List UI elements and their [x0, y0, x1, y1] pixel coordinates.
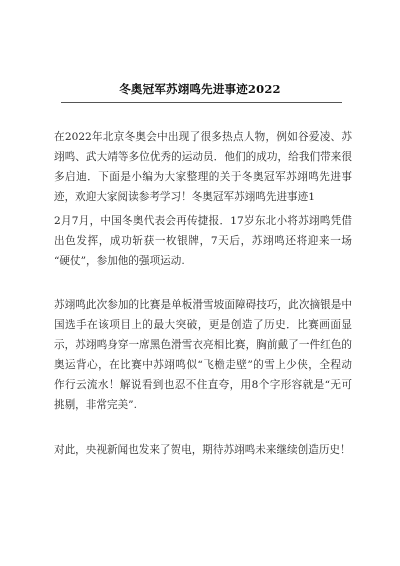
paragraph-line: 国选手在该项目上的最大突破，更是创造了历史．比赛画面显: [54, 319, 352, 331]
paragraph-competition: [54, 295, 352, 415]
paragraph-intro: [54, 127, 352, 207]
document-title: 冬奥冠军苏翊鸣先进事迹2022: [119, 82, 281, 96]
paragraph-line: 2月7月，中国冬奥代表会再传捷报．17岁东北小将苏翊鸣凭借: [54, 215, 352, 227]
paragraph-line: 在2022年北京冬奥会中出现了很多热点人物，例如谷爱凌、苏: [54, 131, 352, 143]
paragraph-line: “硬仗”，参加他的强项运动.: [54, 255, 185, 267]
paragraph-news: [54, 211, 352, 271]
paragraph-line: 奥运背心，在比赛中苏翊鸣似“飞檐走壁”的雪上少侠，全程动: [54, 359, 352, 371]
paragraph-line: 示，苏翊鸣身穿一席黑色滑雪衣亮相比赛，胸前戴了一件红色的: [54, 339, 352, 351]
paragraph-line: 迹，欢迎大家阅读参考学习！冬奥冠军苏翊鸣先进事迹1: [54, 191, 315, 203]
title-divider: [61, 102, 342, 103]
paragraph-line: 挑剔，非常完美”.: [54, 399, 137, 411]
paragraph-line: 翊鸣、武大靖等多位优秀的运动员．他们的成功，给我们带来很: [54, 151, 352, 163]
paragraph-closing: [54, 440, 352, 460]
paragraph-line: 苏翊鸣此次参加的比赛是单板滑雪坡面障碍技巧，此次摘银是中: [54, 299, 352, 311]
paragraph-line: 作行云流水！解说看到也忍不住直夸，用8个字形容就是“无可: [54, 379, 352, 391]
paragraph-line: 出色发挥，成功斩获一枚银牌，7天后，苏翊鸣还将迎来一场: [54, 235, 352, 247]
paragraph-line: 对此，央视新闻也发来了贺电，期待苏翊鸣未来继续创造历史！: [54, 444, 351, 456]
paragraph-line: 多启迪．下面是小编为大家整理的关于冬奥冠军苏翊鸣先进事: [54, 171, 352, 183]
